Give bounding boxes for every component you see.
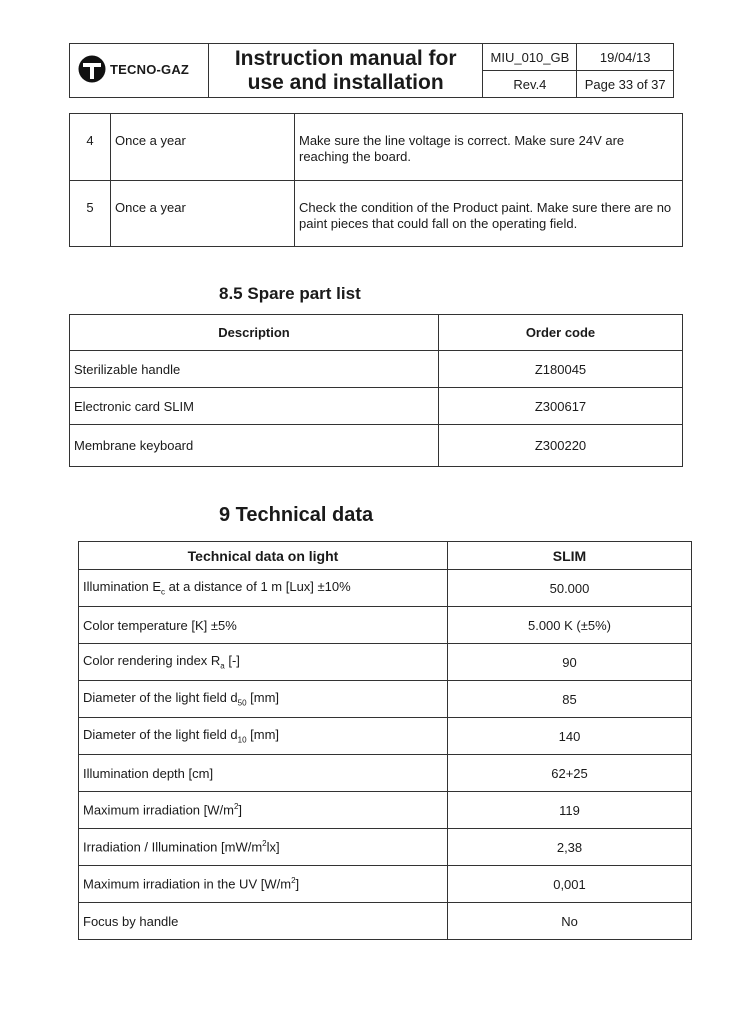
param-text: Maximum irradiation [W/m [83, 802, 234, 818]
table-row [79, 903, 692, 940]
param-text: Color rendering index R [83, 653, 221, 669]
section-heading-spares: 8.5 Spare part list [219, 284, 361, 303]
technical-data-table [78, 541, 692, 940]
param-superscript: 2 [262, 839, 267, 849]
param-superscript: 2 [233, 802, 239, 812]
table-row [79, 829, 692, 866]
param-subscript: 50 [237, 698, 247, 708]
param-label [79, 570, 448, 607]
table-row [79, 718, 692, 755]
tecno-gaz-logo-icon [78, 55, 106, 83]
param-label [79, 792, 448, 829]
table-row [79, 866, 692, 903]
part-code: Z300617 [439, 388, 683, 425]
row-number: 4 [70, 114, 111, 181]
param-value: 0,001 [448, 866, 692, 903]
param-value: 50.000 [448, 570, 692, 607]
logo-text: TECNO-GAZ [110, 62, 190, 77]
section-heading-technical: 9 Technical data [219, 504, 374, 526]
title-line-2: use and installation [247, 70, 444, 94]
table-row [79, 570, 692, 607]
row-number: 5 [70, 181, 111, 247]
title-line-1: Instruction manual for [234, 46, 457, 70]
param-value: 85 [448, 681, 692, 718]
param-text: Diameter of the light field d [83, 727, 238, 743]
table-row [79, 681, 692, 718]
doc-revision: Rev.4 [483, 71, 577, 98]
part-description: Sterilizable handle [70, 351, 439, 388]
col-description-header: Description [70, 315, 439, 351]
part-code: Z300220 [439, 425, 683, 467]
param-value: 5.000 K (±5%) [448, 607, 692, 644]
table-row [70, 181, 683, 247]
param-label [79, 681, 448, 718]
doc-date: 19/04/13 [577, 44, 674, 71]
row-action: Check the condition of the Product paint. Make sure there are no paint pieces that could fall on the operating field. [295, 181, 683, 247]
part-description: Membrane keyboard [70, 425, 439, 467]
param-label [79, 903, 448, 940]
maintenance-table [69, 113, 683, 247]
param-value: 2,38 [448, 829, 692, 866]
param-text: Illumination depth [cm] [83, 765, 214, 781]
param-text: Maximum irradiation in the UV [W/m [83, 876, 292, 892]
table-row [70, 425, 683, 467]
param-value: 90 [448, 644, 692, 681]
param-value: 140 [448, 718, 692, 755]
param-label [79, 644, 448, 681]
row-action: Make sure the line voltage is correct. Make sure 24V are reaching the board. [295, 114, 683, 181]
document-header [69, 43, 674, 98]
col-value-header: SLIM [448, 542, 692, 570]
param-subscript: a [220, 661, 225, 671]
param-superscript: 2 [291, 876, 296, 886]
spare-parts-table [69, 314, 683, 467]
param-text: Diameter of the light field d [83, 690, 238, 706]
param-label [79, 829, 448, 866]
table-row [79, 607, 692, 644]
param-text: Focus by handle [83, 913, 179, 929]
param-text: Irradiation / Illumination [mW/m [83, 839, 263, 855]
param-text-suffix: ] [238, 802, 243, 818]
table-row [70, 351, 683, 388]
table-row [70, 114, 683, 181]
param-text: Illumination E [83, 579, 162, 595]
logo [70, 44, 209, 98]
param-text-suffix: ] [295, 876, 300, 892]
page-number: Page 33 of 37 [577, 71, 674, 98]
param-text-suffix: [mm] [246, 727, 280, 743]
param-text-suffix: at a distance of 1 m [Lux] ±10% [165, 579, 351, 595]
col-param-header: Technical data on light [79, 542, 448, 570]
row-frequency: Once a year [111, 181, 295, 247]
param-text-suffix: [mm] [246, 690, 280, 706]
param-subscript: c [161, 587, 166, 597]
part-description: Electronic card SLIM [70, 388, 439, 425]
param-label [79, 866, 448, 903]
param-label [79, 718, 448, 755]
table-header-row [79, 542, 692, 570]
param-label [79, 755, 448, 792]
param-subscript: 10 [237, 735, 247, 745]
table-row [70, 388, 683, 425]
doc-code: MIU_010_GB [483, 44, 577, 71]
param-value: No [448, 903, 692, 940]
param-value: 119 [448, 792, 692, 829]
param-value: 62+25 [448, 755, 692, 792]
document-title [208, 44, 483, 98]
table-row [79, 755, 692, 792]
row-frequency: Once a year [111, 114, 295, 181]
param-label [79, 607, 448, 644]
part-code: Z180045 [439, 351, 683, 388]
col-code-header: Order code [439, 315, 683, 351]
table-header-row [70, 315, 683, 351]
table-row [79, 644, 692, 681]
table-row [79, 792, 692, 829]
param-text: Color temperature [K] ±5% [83, 617, 237, 633]
param-text-suffix: [-] [224, 653, 240, 669]
param-text-suffix: lx] [266, 839, 280, 855]
